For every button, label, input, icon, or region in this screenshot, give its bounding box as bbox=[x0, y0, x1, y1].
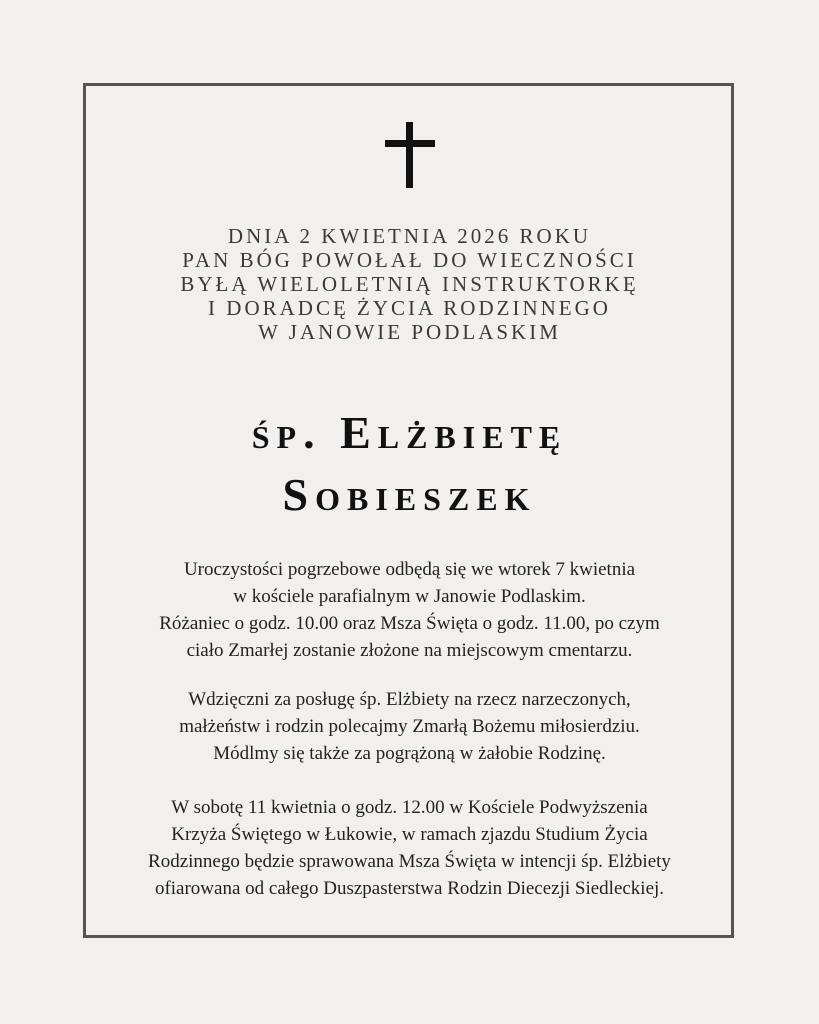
cross-icon bbox=[385, 122, 435, 188]
intro-line: BYŁĄ WIELOLETNIĄ INSTRUKTORKĘ bbox=[180, 272, 639, 296]
paragraph-line: ofiarowana od całego Duszpasterstwa Rodzin Diecezji Siedleckiej. bbox=[154, 878, 665, 899]
funeral-details-paragraph bbox=[0, 556, 819, 664]
paragraph-line: w kościele parafialnym w Janowie Podlaskim. bbox=[233, 586, 586, 607]
paragraph-line: Wdzięczni za posługę śp. Elżbiety na rzecz narzeczonych, bbox=[188, 689, 631, 710]
paragraph-line: Rodzinnego będzie sprawowana Msza Święta w intencji śp. Elżbiety bbox=[148, 851, 671, 872]
cross-vertical-bar bbox=[406, 122, 413, 188]
cross-horizontal-bar bbox=[385, 140, 435, 147]
intro-line: DNIA 2 KWIETNIA 2026 ROKU bbox=[227, 224, 592, 248]
paragraph-line: Krzyża Świętego w Łukowie, w ramach zjazdu Studium Życia bbox=[171, 824, 648, 845]
intro-line: I DORADCĘ ŻYCIA RODZINNEGO bbox=[208, 296, 611, 320]
gratitude-paragraph bbox=[0, 686, 819, 767]
paragraph-line: małżeństw i rodzin polecajmy Zmarłą Bożemu miłosierdziu. bbox=[179, 716, 640, 737]
paragraph-line: ciało Zmarłej zostanie złożone na miejscowym cmentarzu. bbox=[186, 640, 633, 661]
intro-text bbox=[0, 224, 819, 344]
paragraph-line: Módlmy się także za pogrążoną w żałobie Rodzinę. bbox=[213, 743, 606, 764]
name-line: Sobieszek bbox=[282, 469, 537, 520]
intro-line: PAN BÓG POWOŁAŁ DO WIECZNOŚCI bbox=[182, 248, 637, 272]
name-line: śp. Elżbietę bbox=[251, 407, 568, 458]
paragraph-line: W sobotę 11 kwietnia o godz. 12.00 w Kościele Podwyższenia bbox=[171, 797, 648, 818]
paragraph-line: Uroczystości pogrzebowe odbędą się we wtorek 7 kwietnia bbox=[183, 559, 636, 580]
deceased-name bbox=[0, 402, 819, 526]
memorial-mass-paragraph bbox=[0, 794, 819, 902]
intro-line: W JANOWIE PODLASKIM bbox=[258, 320, 561, 344]
paragraph-line: Różaniec o godz. 10.00 oraz Msza Święta o godz. 11.00, po czym bbox=[159, 613, 660, 634]
